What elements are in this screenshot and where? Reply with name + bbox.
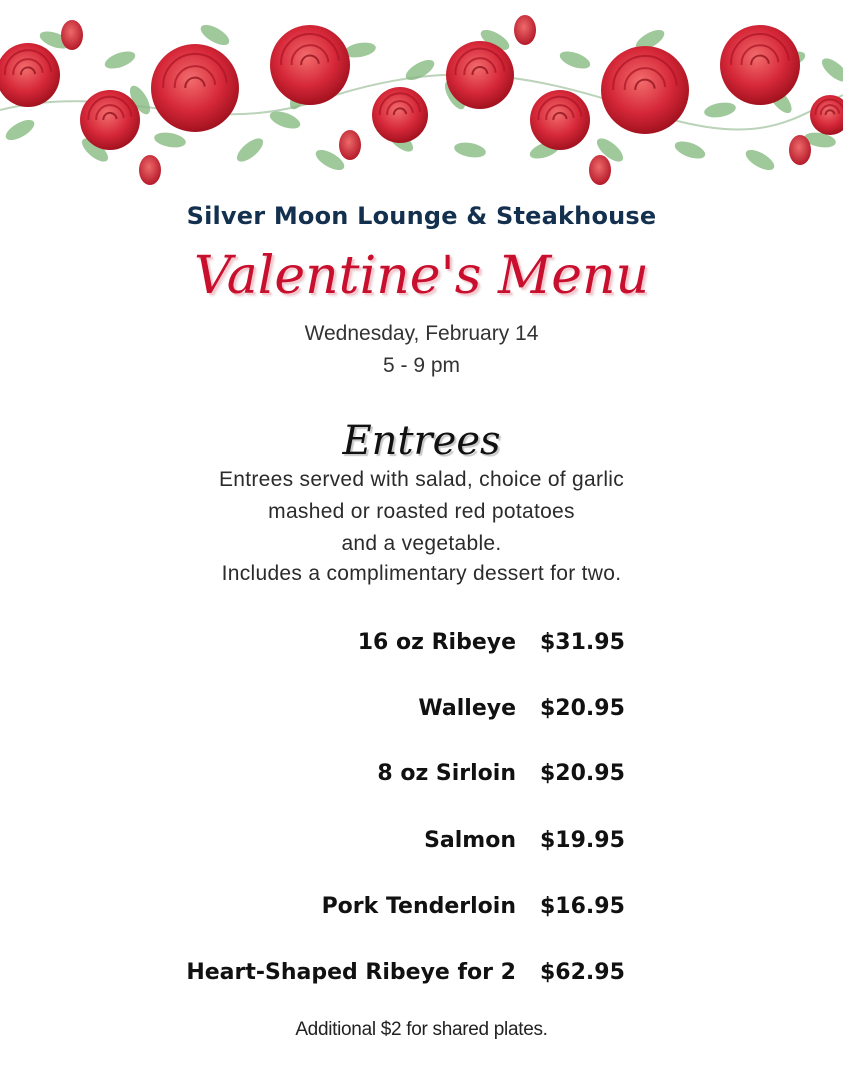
rose-icon: [601, 46, 689, 134]
menu-item-price: $31.95: [540, 630, 625, 655]
rose-icon: [0, 43, 60, 107]
rose-icon: [151, 44, 239, 132]
event-date: Wednesday, February 14: [304, 322, 539, 345]
menu-item-name: Heart-Shaped Ribeye for 2: [186, 960, 516, 985]
menu-item-row: [0, 828, 843, 862]
menu-item-name: Walleye: [418, 696, 516, 721]
rose-icon: [446, 41, 514, 109]
rose-icon: [372, 87, 428, 143]
menu-item-name: Salmon: [424, 828, 516, 853]
menu-item-row: [0, 894, 843, 928]
footnote: Additional $2 for shared plates.: [295, 1019, 548, 1040]
rose-bud-icon: [789, 135, 811, 165]
menu-title: Valentine's Menu: [194, 246, 649, 306]
menu-item-row: [0, 696, 843, 730]
venue-name: Silver Moon Lounge & Steakhouse: [186, 202, 657, 230]
section-heading-entrees: Entrees: [342, 418, 501, 464]
rose-icon: [810, 95, 843, 135]
menu-item-price: $62.95: [540, 960, 625, 985]
rose-bud-icon: [139, 155, 161, 185]
entree-description-line: Includes a complimentary dessert for two.: [221, 562, 622, 585]
menu-item-name: 16 oz Ribeye: [357, 630, 516, 655]
rose-bud-icon: [514, 15, 536, 45]
menu-item-price: $20.95: [540, 761, 625, 786]
entree-description-line: and a vegetable.: [341, 532, 502, 555]
rose-icon: [530, 90, 590, 150]
menu-item-name: 8 oz Sirloin: [377, 761, 516, 786]
menu-item-row: [0, 761, 843, 795]
rose-bud-icon: [589, 155, 611, 185]
event-time: 5 - 9 pm: [382, 354, 461, 377]
menu-item-name: Pork Tenderloin: [321, 894, 516, 919]
rose-icon: [720, 25, 800, 105]
rose-bud-icon: [339, 130, 361, 160]
rose-icon: [270, 25, 350, 105]
menu-item-row: [0, 960, 843, 994]
entree-description-line: mashed or roasted red potatoes: [268, 500, 575, 523]
entree-description-line: Entrees served with salad, choice of garlic: [218, 468, 625, 491]
rose-bud-icon: [61, 20, 83, 50]
menu-item-price: $19.95: [540, 828, 625, 853]
menu-item-row: [0, 630, 843, 664]
rose-garland-icon: [0, 0, 843, 200]
menu-item-price: $20.95: [540, 696, 625, 721]
menu-item-price: $16.95: [540, 894, 625, 919]
rose-icon: [80, 90, 140, 150]
